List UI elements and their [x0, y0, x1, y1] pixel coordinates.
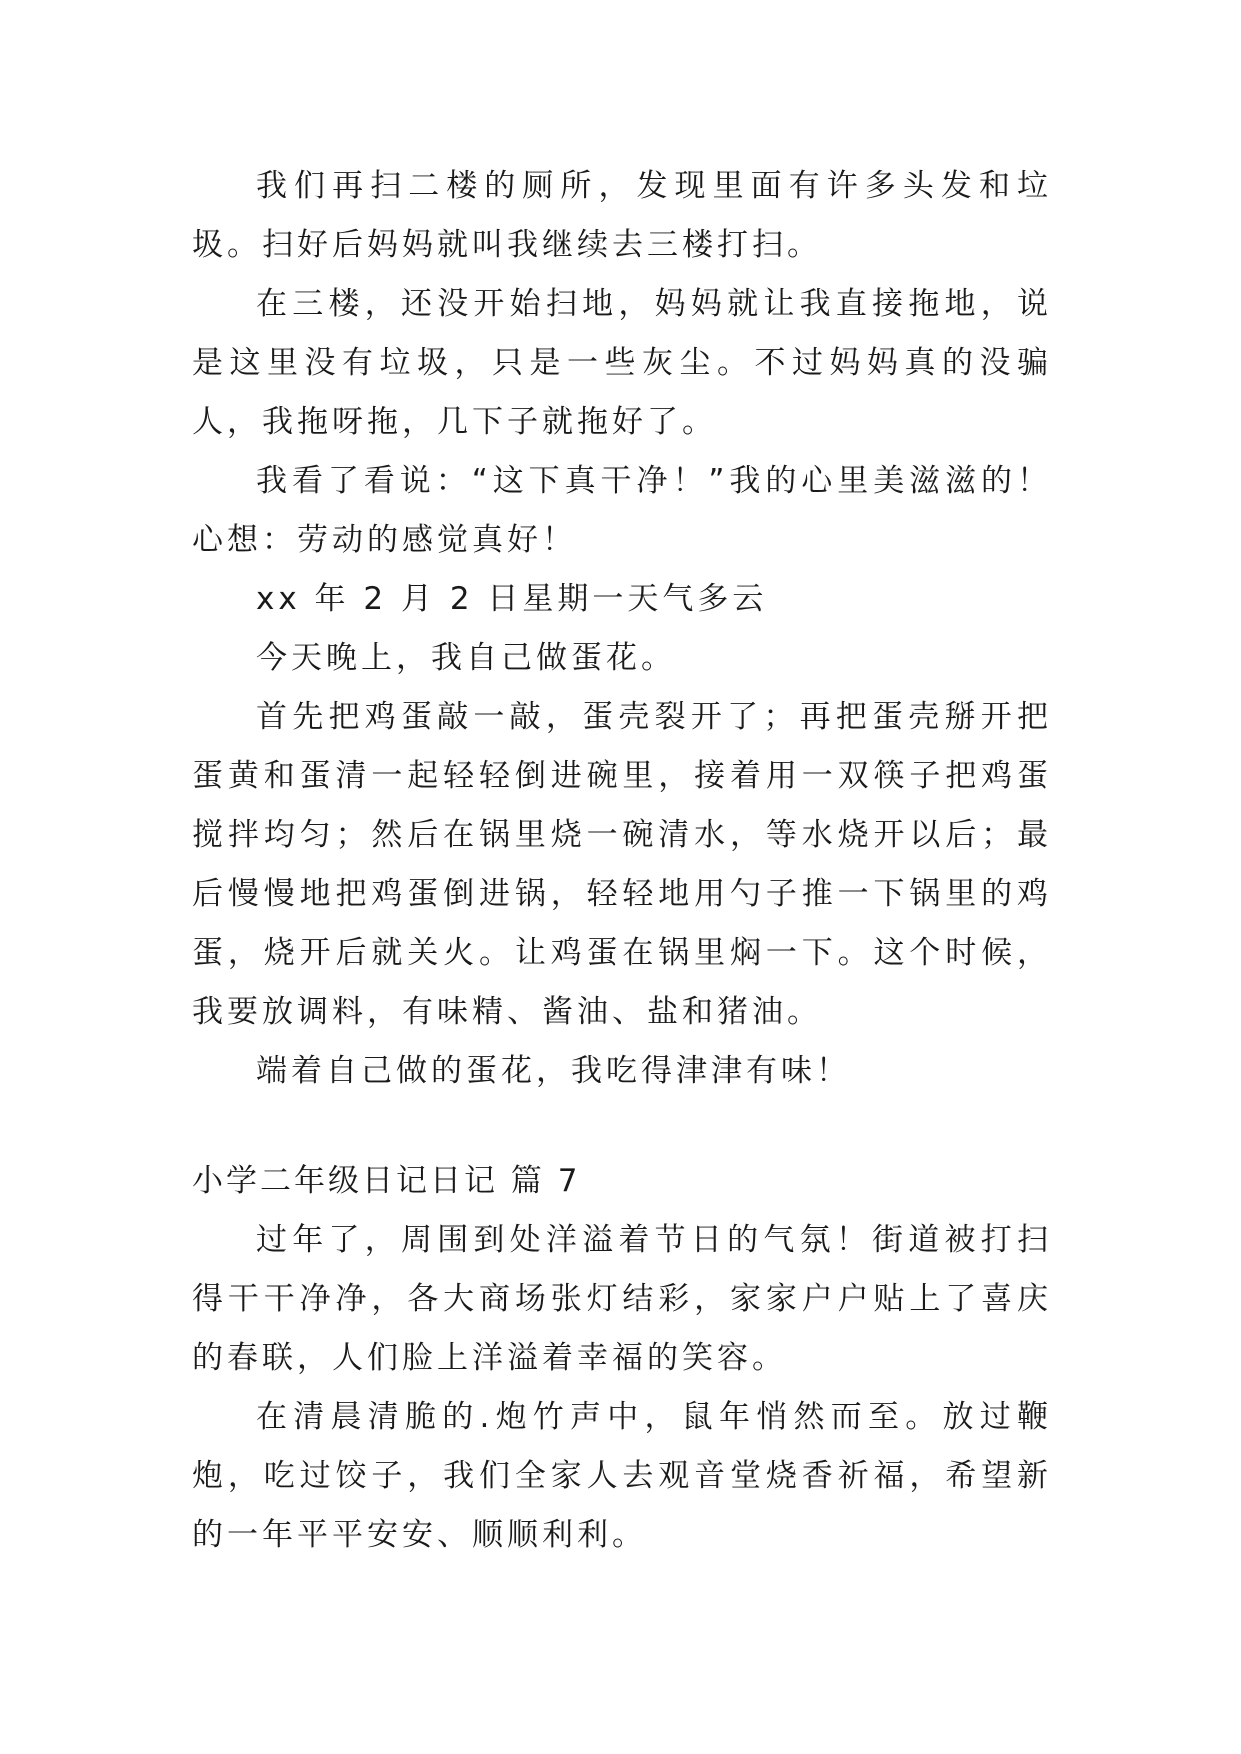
- section-title: 小学二年级日记日记 篇 7: [192, 1163, 581, 1199]
- paragraph-egg-ending: 端着自己做的蛋花，我吃得津津有味！: [256, 1053, 851, 1089]
- paragraph-second-floor: 我们再扫二楼的厕所，发现里面有许多头发和垃圾。扫好后妈妈就叫我继续去三楼打扫。: [192, 168, 1052, 263]
- paragraph-firecrackers: 在清晨清脆的.炮竹声中，鼠年悄然而至。放过鞭炮，吃过饺子，我们全家人去观音堂烧香祈福，希望新的一年平平安安、顺顺利利。: [192, 1399, 1052, 1553]
- section-spacer: [192, 1101, 1052, 1152]
- paragraph-egg-steps: 首先把鸡蛋敲一敲，蛋壳裂开了；再把蛋壳掰开把蛋黄和蛋清一起轻轻倒进碗里，接着用一双筷子把鸡蛋搅拌均匀；然后在锅里烧一碗清水，等水烧开以后；最后慢慢地把鸡蛋倒进锅，轻轻地用勺子推一下锅里的鸡蛋，烧开后就关火。让鸡蛋在锅里焖一下。这个时候，我要放调料，有味精、酱油、盐和猪油。: [192, 699, 1052, 1030]
- paragraph-third-floor: 在三楼，还没开始扫地，妈妈就让我直接拖地，说是这里没有垃圾，只是一些灰尘。不过妈妈真的没骗人，我拖呀拖，几下子就拖好了。: [192, 286, 1052, 440]
- paragraph-egg-intro: 今天晚上，我自己做蛋花。: [256, 640, 676, 676]
- document-body: [192, 157, 1052, 1565]
- paragraph-clean-feeling: 我看了看说：“这下真干净！”我的心里美滋滋的！心想：劳动的感觉真好！: [192, 463, 1052, 558]
- paragraph-new-year: 过年了，周围到处洋溢着节日的气氛！街道被打扫得干干净净，各大商场张灯结彩，家家户户贴上了喜庆的春联，人们脸上洋溢着幸福的笑容。: [192, 1222, 1052, 1376]
- diary-date-line: xx 年 2 月 2 日星期一天气多云: [256, 581, 768, 617]
